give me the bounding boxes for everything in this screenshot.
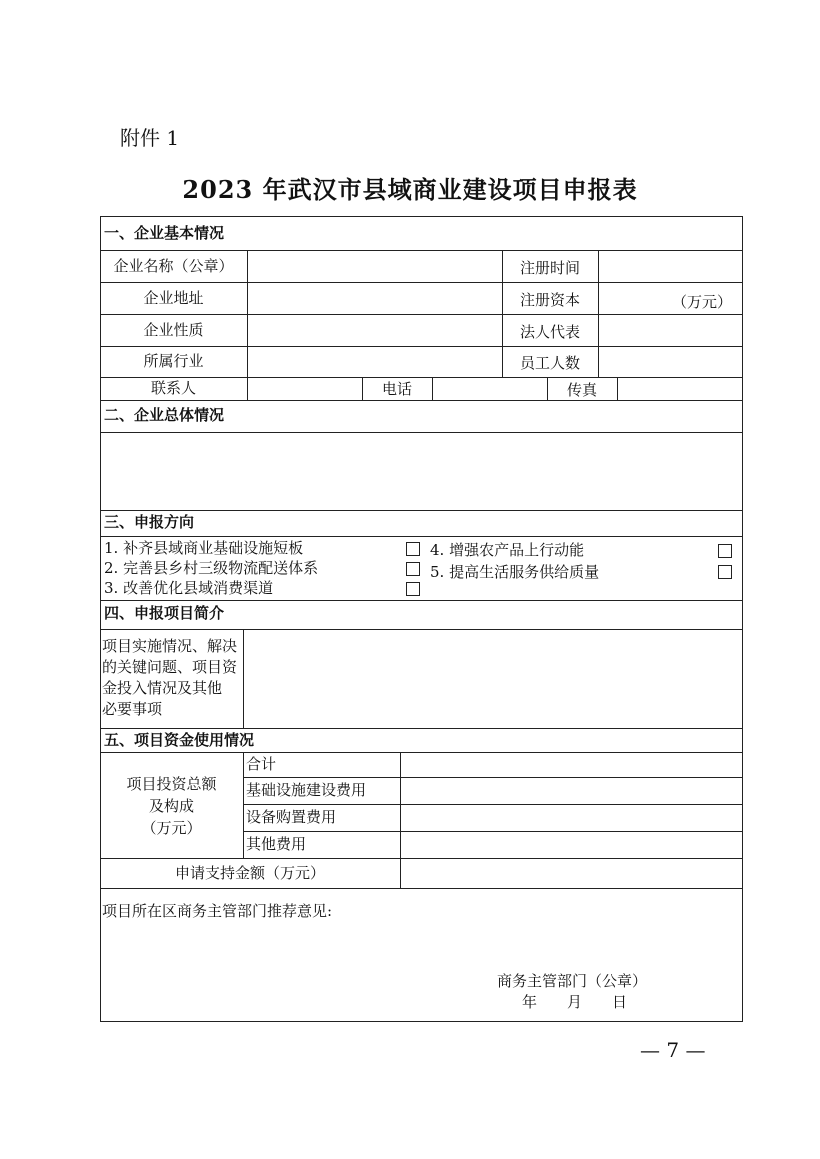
other-cost-label: 其他费用 <box>246 835 307 853</box>
project-desc-line-1: 项目实施情况、解决 <box>102 637 238 655</box>
reg-capital-label: 注册资本 <box>519 291 580 309</box>
date-label: 年 月 日 <box>522 993 628 1011</box>
form-title: 2023 年武汉市县域商业建设项目申报表 <box>182 175 638 204</box>
section3-heading: 三、申报方向 <box>104 513 195 531</box>
equipment-cost-label: 设备购置费用 <box>246 808 337 826</box>
project-desc-line-3: 金投入情况及其他 <box>102 679 223 697</box>
checkbox-option-2[interactable] <box>406 562 420 576</box>
invest-label-line-1: 项目投资总额 <box>126 775 217 793</box>
company-name-field[interactable] <box>249 252 501 281</box>
support-amount-field[interactable] <box>402 860 740 887</box>
project-summary-field[interactable] <box>245 631 740 727</box>
recommendation-label: 项目所在区商务主管部门推荐意见: <box>102 902 333 920</box>
dept-seal-label: 商务主管部门（公章） <box>497 972 648 990</box>
capital-unit: （万元） <box>672 293 733 311</box>
employees-field[interactable] <box>600 348 740 376</box>
page-number: — 7 — <box>640 1038 706 1062</box>
total-field[interactable] <box>402 754 740 776</box>
infrastructure-cost-field[interactable] <box>402 779 740 803</box>
other-cost-field[interactable] <box>402 833 740 857</box>
checkbox-option-5[interactable] <box>718 565 732 579</box>
attachment-label: 附件 1 <box>120 126 180 150</box>
direction-option-1: 1. 补齐县域商业基础设施短板 <box>104 539 304 557</box>
nature-label: 企业性质 <box>143 321 204 339</box>
recommendation-field[interactable] <box>102 924 740 974</box>
total-label: 合计 <box>246 755 277 773</box>
project-desc-line-2: 的关键问题、项目资 <box>102 658 238 676</box>
invest-label-line-2: 及构成 <box>148 797 194 815</box>
legal-rep-label: 法人代表 <box>519 323 580 341</box>
employees-label: 员工人数 <box>519 354 580 372</box>
fax-label: 传真 <box>566 381 597 399</box>
equipment-cost-field[interactable] <box>402 806 740 830</box>
checkbox-option-3[interactable] <box>406 582 420 596</box>
infrastructure-cost-label: 基础设施建设费用 <box>246 781 367 799</box>
section5-heading: 五、项目资金使用情况 <box>104 731 255 749</box>
direction-option-2: 2. 完善县乡村三级物流配送体系 <box>104 559 319 577</box>
address-field[interactable] <box>249 284 501 313</box>
company-overview-field[interactable] <box>102 434 740 509</box>
support-amount-label: 申请支持金额（万元） <box>174 864 325 882</box>
section4-heading: 四、申报项目简介 <box>104 604 225 622</box>
phone-field[interactable] <box>434 379 546 399</box>
project-desc-line-4: 必要事项 <box>102 700 163 718</box>
company-name-label: 企业名称（公章） <box>113 257 234 275</box>
checkbox-option-1[interactable] <box>406 542 420 556</box>
reg-time-field[interactable] <box>600 252 740 281</box>
legal-rep-field[interactable] <box>600 316 740 345</box>
contact-field[interactable] <box>249 379 361 399</box>
direction-option-3: 3. 改善优化县域消费渠道 <box>104 579 274 597</box>
industry-label: 所属行业 <box>143 352 204 370</box>
direction-option-5: 5. 提高生活服务供给质量 <box>430 563 600 581</box>
address-label: 企业地址 <box>143 289 204 307</box>
invest-label-line-3: （万元） <box>141 819 202 837</box>
contact-label: 联系人 <box>150 379 196 397</box>
fax-field[interactable] <box>619 379 740 399</box>
nature-field[interactable] <box>249 316 501 345</box>
checkbox-option-4[interactable] <box>718 544 732 558</box>
phone-label: 电话 <box>381 380 412 398</box>
section1-heading: 一、企业基本情况 <box>104 224 225 242</box>
reg-time-label: 注册时间 <box>519 259 580 277</box>
direction-option-4: 4. 增强农产品上行动能 <box>430 541 585 559</box>
section2-heading: 二、企业总体情况 <box>104 406 225 424</box>
industry-field[interactable] <box>249 348 501 376</box>
